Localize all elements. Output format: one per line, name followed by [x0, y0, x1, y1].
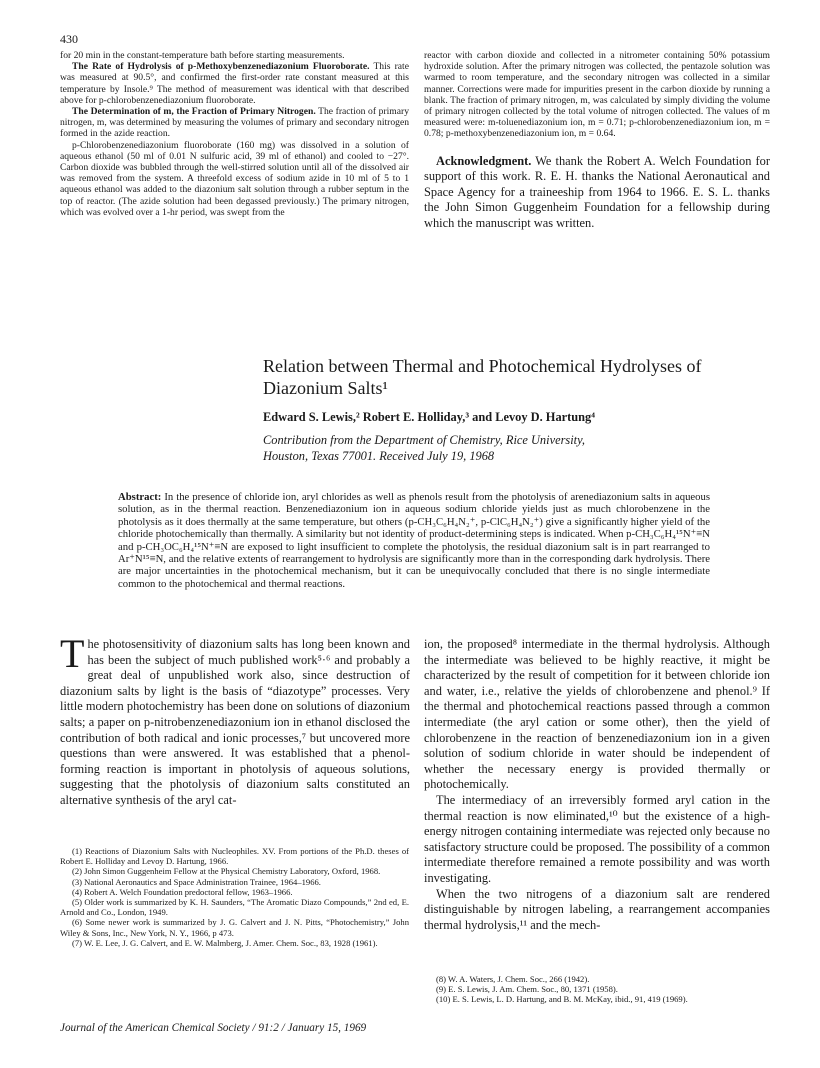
top-left-column	[60, 50, 409, 218]
paragraph	[60, 61, 409, 106]
paragraph-text: The fraction of primary nitrogen, m, was determined by measuring the volumes of primary and secondary nitrogen formed in the azide reaction.	[60, 106, 409, 140]
footnote: (10) E. S. Lewis, L. D. Hartung, and B. M. McKay, ibid., 91, 419 (1969).	[436, 994, 688, 1005]
paragraph: When the two nitrogens of a diazonium salt are rendered distinguishable by nitrogen labeling, a rearrangement accompanies thermal hydrolysis,¹¹ and the mech-	[424, 886, 770, 932]
section-heading: The Determination of m, the Fraction of Primary Nitrogen.	[72, 106, 316, 118]
footnote: (7) W. E. Lee, J. G. Calvert, and E. W. Malmberg, J. Amer. Chem. Soc., 83, 1928 (1961).	[72, 937, 378, 948]
abstract	[118, 491, 710, 590]
paragraph: for 20 min in the constant-temperature bath before starting measurements.	[60, 50, 345, 61]
journal-footer: Journal of the American Chemical Society / 91:2 / January 15, 1969	[60, 1022, 367, 1034]
acknowledgment	[424, 154, 770, 232]
paragraph: p-Chlorobenzenediazonium fluoroborate (160 mg) was dissolved in a solution of aqueous ethanol (50 ml of 0.01 N sulfuric acid, 39 ml of ethanol) and cooled to −27°. Carbon dioxide was bubbled through the well-stirred solution until all of the dissolved air was removed from the system. A threefold excess of sodium azide in 10 ml of 5 to 1 aqueous ethanol was added to the diazonium salt solution through a rubber septum in the top of reactor. (The azide solution had been degassed previously.) The primary nitrogen, which was evolved over a 1-hr period, was swept from the	[60, 139, 409, 218]
paragraph: reactor with carbon dioxide and collected in a nitrometer containing 50% potassium hydroxide solution. After the primary nitrogen was collected, the pentazole solution was warmed to room temperature, and the secondary nitrogen was collected in a similar manner. Corrections were made for impurities present in the carbon dioxide by running a blank. The fraction of primary nitrogen, m, was calculated by simply dividing the volume of primary nitrogen collected by the total volume of nitrogen collected. The values of m measured were: m-toluenediazonium ion, m = 0.71; p-chlorobenzenediazonium ion, m = 0.78; p-methoxybenzenediazonium ion, m = 0.64.	[424, 50, 770, 140]
body-right-column	[424, 637, 770, 933]
top-right-column	[424, 50, 770, 232]
affiliation-line-1: Contribution from the Department of Chemistry, Rice University,	[263, 433, 586, 447]
drop-cap: T	[60, 631, 85, 676]
article-header	[263, 355, 770, 464]
footnotes-left	[60, 846, 409, 948]
acknowledgment-text: We thank the Robert A. Welch Foundation for support of this work. R. E. H. thanks the National Aeronautical and Space Agency for a traineeship from 1964 to 1966. E. S. L. thanks the John Simon Guggenheim Foundation for a fellowship during which the manuscript was written.	[424, 153, 770, 230]
footnote: (9) E. S. Lewis, J. Am. Chem. Soc., 80, 1371 (1958).	[436, 984, 618, 995]
footnote: (5) Older work is summarized by K. H. Saunders, “The Aromatic Diazo Compounds,” 2nd ed, E. Arnold and Co., London, 1949.	[60, 897, 409, 918]
abstract-label: Abstract:	[118, 491, 162, 503]
footnote: (2) John Simon Guggenheim Fellow at the Physical Chemistry Laboratory, Oxford, 1968.	[72, 866, 381, 877]
footnotes-right	[424, 974, 770, 1005]
footnote: (8) W. A. Waters, J. Chem. Soc., 266 (1942).	[436, 974, 590, 984]
abstract-text: In the presence of chloride ion, aryl chlorides as well as phenols result from the photolysis of arenediazonium salts in aqueous solution, as in the thermal reaction. Benzenediazonium ion in aqueous sodium chloride yields just as much chlorobenzene in the photolysis as it does thermally at the same temperature, but others (p-CH₃C₆H₄N₂⁺, p-ClC₆H₄N₂⁺) give a significantly higher yield of the chloride photochemically than thermally. A similarity but not identity of product-determining steps is indicated. When p-CH₃C₆H₄¹⁵N⁺≡N and p-CH₃OC₆H₄¹⁵N⁺≡N are exposed to light insufficient to complete the photolysis, the residual diazonium salt is in part rearranged to Ar⁺N¹⁵≡N, and the relative extents of rearrangement to hydrolysis are significantly more than in the corresponding dark hydrolysis. There are major uncertainties in the photochemical mechanism, but it can be unequivocally concluded that there is no single intermediate common to the photochemical and thermal reactions.	[118, 491, 711, 590]
authors: Edward S. Lewis,² Robert E. Holliday,³ and Levoy D. Hartung⁴	[263, 410, 595, 424]
paragraph: ion, the proposed⁸ intermediate in the thermal hydrolysis. Although the intermediate was believed to be highly reactive, it might be characterized by the result of competition for it between chloride ion and water, i.e., relative the yields of chlorobenzene and phenol.⁹ If the thermal and photochemical reactions passed through a common intermediate (the aryl cation or some other), then the yield of chlorobenzene in the reaction of benzenediazonium ion in a given solution of sodium chloride in water should be independent of whether the necessary energy is provided thermally or photochemically.	[424, 637, 770, 792]
affiliation-line-2: Houston, Texas 77001. Received July 19, 1968	[263, 449, 495, 463]
footnote: (3) National Aeronautics and Space Administration Trainee, 1964–1966.	[72, 876, 321, 887]
footnote: (1) Reactions of Diazonium Salts with Nucleophiles. XV. From portions of the Ph.D. theses of Robert E. Holliday and Levoy D. Hartung, 1966.	[60, 846, 409, 867]
paragraph: he photosensitivity of diazonium salts has long been known and has been the subject of much published work⁵·⁶ and probably a great deal of unpublished work also, since destruction of diazonium salts by light is the basis of “diazotype” processes. Very little modern photochemistry has been done on solutions of diazonium salts; a paper on p-nitrobenzenediazonium ion in ethanol disclosed the contribution of both radical and ionic processes,⁷ but uncovered more questions than were answered. It was established that a phenol-forming reaction is important in photolysis of aqueous solutions, suggesting that the photolysis of diazonium salts constituted an alternative synthesis of the aryl cat-	[60, 637, 410, 807]
article-title-line-2: Diazonium Salts¹	[263, 378, 388, 398]
paragraph	[60, 106, 409, 140]
acknowledgment-heading: Acknowledgment.	[436, 153, 532, 168]
article-title-line-1: Relation between Thermal and Photochemical Hydrolyses of	[263, 356, 702, 376]
footnote: (6) Some newer work is summarized by J. G. Calvert and J. N. Pitts, “Photochemistry,” John Wiley & Sons, Inc., New York, N. Y., 1966, p 473.	[60, 917, 409, 938]
paragraph-text: This rate was measured at 90.5°, and confirmed the first-order rate constant measured at this temperature by Insole.⁹ The method of measurement was identical with that described above for p-chlorobenzenediazonium fluoroborate.	[60, 61, 409, 106]
page-number: 430	[60, 32, 78, 46]
paragraph: The intermediacy of an irreversibly formed aryl cation in the thermal reaction is now eliminated,¹⁰ but the existence of a high-energy nitrogen containing intermediate was rejected only because no satisfactory structure could be proposed. The possibility of a common intermediate therefore remained a remote possibility and was worth investigating.	[424, 792, 770, 885]
body-left-column	[60, 631, 410, 809]
section-heading: The Rate of Hydrolysis of p-Methoxybenzenediazonium Fluoroborate.	[72, 61, 370, 73]
footnote: (4) Robert A. Welch Foundation predoctoral fellow, 1963–1966.	[72, 886, 293, 897]
